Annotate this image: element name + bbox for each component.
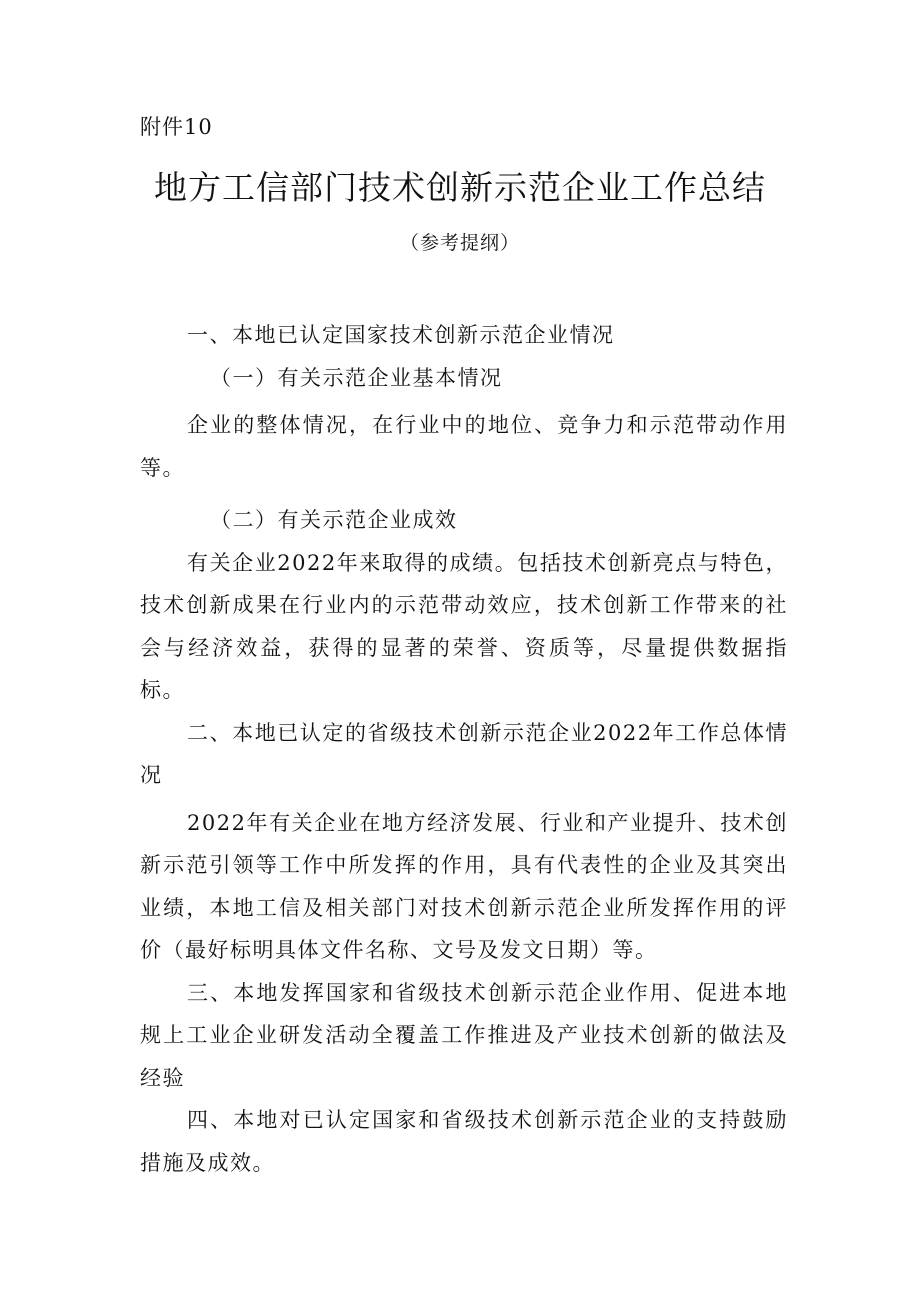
document-body <box>140 314 788 1184</box>
paragraph-1-1: 企业的整体情况，在行业中的地位、竞争力和示范带动作用等。 <box>140 413 788 480</box>
attachment-label: 附件10 <box>140 115 213 139</box>
subsection-heading-1-2: （二）有关示范企业成效 <box>210 508 458 532</box>
paragraph-2: 2022年有关企业在地方经济发展、行业和产业提升、技术创新示范引领等工作中所发挥的作用，具有代表性的企业及其突出业绩，本地工信及相关部门对技术创新示范企业所发挥作用的评价（最好标明具体文件名称、文号及发文日期）等。 <box>140 810 788 962</box>
section-heading-4: 四、本地对已认定国家和省级技术创新示范企业的支持鼓励措施及成效。 <box>140 1108 788 1175</box>
section-heading-1: 一、本地已认定国家技术创新示范企业情况 <box>187 323 615 347</box>
document-title: 地方工信部门技术创新示范企业工作总结 <box>154 168 766 207</box>
subsection-heading-1-1: （一）有关示范企业基本情况 <box>210 365 503 390</box>
section-heading-3: 三、本地发挥国家和省级技术创新示范企业作用、促进本地规上工业企业研发活动全覆盖工作推进及产业技术创新的做法及经验 <box>140 980 788 1090</box>
paragraph-1-2: 有关企业2022年来取得的成绩。包括技术创新亮点与特色，技术创新成果在行业内的示范带动效应，技术创新工作带来的社会与经济效益，获得的显著的荣誉、资质等，尽量提供数据指标。 <box>140 550 788 702</box>
section-heading-2: 二、本地已认定的省级技术创新示范企业2022年工作总体情况 <box>140 720 788 787</box>
document-subtitle: （参考提纲） <box>399 232 520 254</box>
